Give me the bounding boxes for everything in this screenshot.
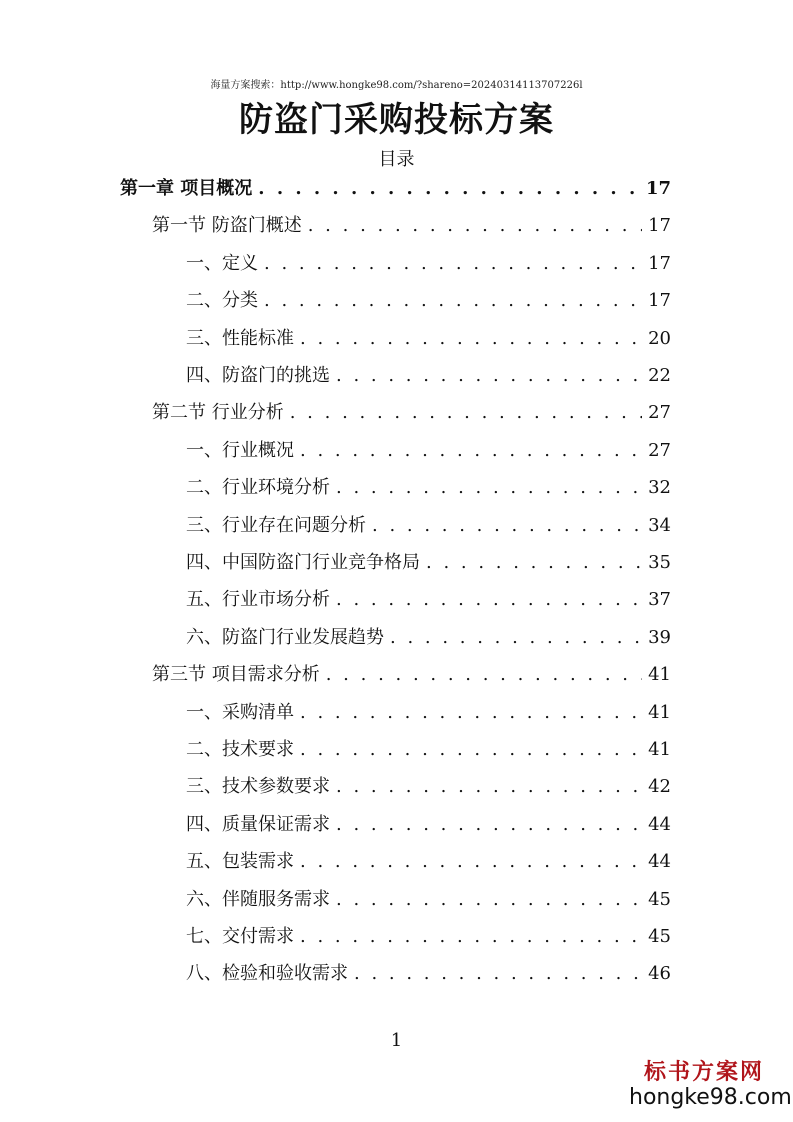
toc-entry-title: 二、分类 <box>186 290 258 312</box>
document-title: 防盗门采购投标方案 <box>239 100 554 140</box>
toc-leader-dots <box>258 174 640 204</box>
toc-entry-title: 六、伴随服务需求 <box>186 888 330 910</box>
toc-leader-dots <box>290 398 642 428</box>
toc-leader-dots <box>336 585 642 615</box>
toc-entry-page: 41 <box>648 739 671 760</box>
toc-entry-page: 44 <box>648 851 671 873</box>
page-number: 1 <box>390 1030 403 1051</box>
toc-entry[interactable] <box>120 174 671 204</box>
toc-entry-title: 六、防盗门行业发展趋势 <box>186 626 384 648</box>
toc-entry[interactable] <box>186 885 671 915</box>
toc-leader-dots <box>336 772 642 802</box>
toc-entry-page: 20 <box>648 327 671 349</box>
toc-entry-page: 17 <box>648 252 671 274</box>
toc-entry[interactable] <box>186 772 671 802</box>
toc-entry-page: 41 <box>648 701 671 723</box>
toc-leader-dots <box>300 698 642 728</box>
toc-entry[interactable] <box>186 585 671 615</box>
toc-entry-title: 第一章 项目概况 <box>120 178 253 199</box>
watermark-en: hongke98.com <box>629 1085 792 1110</box>
toc-entry[interactable] <box>186 810 671 840</box>
toc-entry[interactable] <box>186 922 671 952</box>
toc-leader-dots <box>354 959 642 989</box>
toc-leader-dots <box>300 922 642 952</box>
toc-entry[interactable] <box>186 324 671 354</box>
toc-entry-page: 39 <box>648 626 671 648</box>
toc-leader-dots <box>336 885 642 915</box>
toc-leader-dots <box>300 735 642 765</box>
toc-entry-title: 四、中国防盗门行业竞争格局 <box>186 552 420 573</box>
toc-entry[interactable] <box>186 361 671 391</box>
toc-leader-dots <box>390 623 642 653</box>
toc-leader-dots <box>372 511 642 541</box>
toc-entry[interactable] <box>186 436 671 466</box>
page-header-search-link: 海量方案搜索：http://www.hongke98.com/?shareno=20240314113707226l <box>210 80 583 91</box>
toc-heading: 目录 <box>378 149 415 170</box>
toc-leader-dots <box>426 548 642 578</box>
toc-entry[interactable] <box>186 249 671 279</box>
toc-entry-title: 第三节 项目需求分析 <box>152 664 320 686</box>
toc-entry-title: 三、技术参数要求 <box>186 776 330 798</box>
toc-entry-page: 46 <box>648 963 671 985</box>
toc-entry-page: 34 <box>648 514 671 536</box>
toc-entry[interactable] <box>186 698 671 728</box>
toc-leader-dots <box>300 324 642 354</box>
toc-leader-dots <box>300 436 642 466</box>
toc-entry[interactable] <box>186 847 671 877</box>
toc-entry-title: 四、质量保证需求 <box>186 813 330 835</box>
toc-entry-title: 五、行业市场分析 <box>186 589 330 611</box>
toc-entry[interactable] <box>186 548 671 578</box>
toc-entry-title: 二、行业环境分析 <box>186 477 330 499</box>
toc-entry-page: 17 <box>645 178 671 199</box>
toc-entry[interactable] <box>152 398 671 428</box>
toc-entry[interactable] <box>186 959 671 989</box>
toc-entry-page: 41 <box>648 664 671 686</box>
toc-entry[interactable] <box>186 623 671 653</box>
toc-leader-dots <box>264 249 642 279</box>
toc-entry-title: 三、行业存在问题分析 <box>186 514 366 536</box>
toc-entry-page: 17 <box>648 215 671 237</box>
toc-entry-title: 五、包装需求 <box>186 851 294 873</box>
toc-entry-title: 七、交付需求 <box>186 926 294 947</box>
watermark-cn: 标书方案网 <box>643 1059 764 1085</box>
toc-entry-title: 二、技术要求 <box>186 739 294 760</box>
toc-entry-title: 四、防盗门的挑选 <box>186 365 330 386</box>
toc-entry-page: 45 <box>648 888 671 910</box>
toc-entry[interactable] <box>186 511 671 541</box>
toc-entry[interactable] <box>186 735 671 765</box>
toc-leader-dots <box>264 286 642 316</box>
toc-entry-title: 第一节 防盗门概述 <box>152 215 302 237</box>
watermark-logo <box>629 1058 792 1110</box>
toc-entry-page: 37 <box>648 589 671 611</box>
toc-entry-title: 一、采购清单 <box>186 701 294 723</box>
toc-leader-dots <box>308 211 642 241</box>
toc-leader-dots <box>326 660 642 690</box>
toc-entry-page: 27 <box>648 439 671 461</box>
toc-entry-page: 22 <box>648 365 671 386</box>
toc-leader-dots <box>300 847 642 877</box>
toc-entry[interactable] <box>152 660 671 690</box>
toc-entry-page: 44 <box>648 813 671 835</box>
toc-entry-page: 32 <box>648 477 671 499</box>
toc-entry-title: 八、检验和验收需求 <box>186 963 348 985</box>
toc-entry[interactable] <box>186 286 671 316</box>
toc-entry-title: 一、定义 <box>186 252 258 274</box>
toc-entry-page: 42 <box>648 776 671 798</box>
toc-leader-dots <box>336 361 642 391</box>
toc-entry-page: 35 <box>648 552 671 573</box>
toc-entry-title: 第二节 行业分析 <box>152 402 284 424</box>
toc-entry[interactable] <box>186 473 671 503</box>
toc-entry[interactable] <box>152 211 671 241</box>
toc-entry-title: 一、行业概况 <box>186 439 294 461</box>
toc-entry-page: 27 <box>648 402 671 424</box>
toc-leader-dots <box>336 810 642 840</box>
toc-leader-dots <box>336 473 642 503</box>
toc-entry-title: 三、性能标准 <box>186 327 294 349</box>
toc-entry-page: 45 <box>648 926 671 947</box>
toc-entry-page: 17 <box>648 290 671 312</box>
